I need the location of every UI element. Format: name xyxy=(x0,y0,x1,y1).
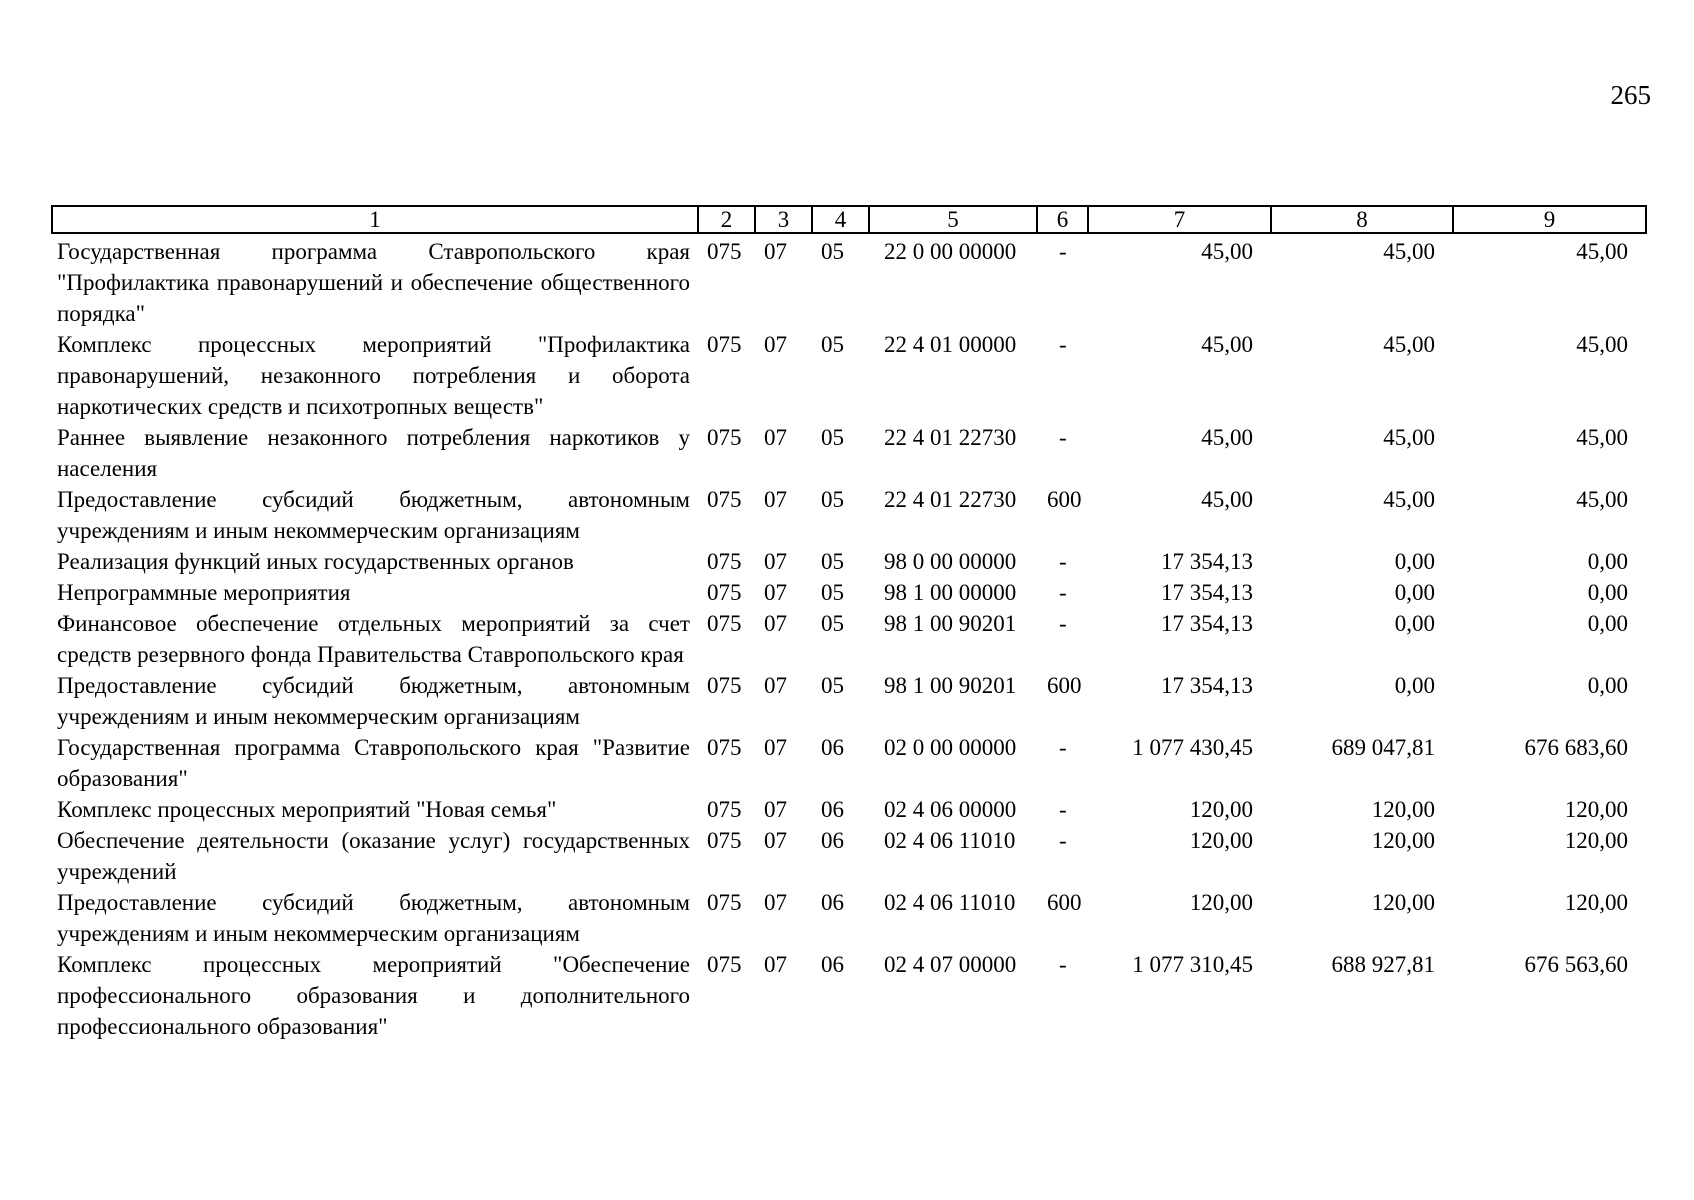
cell-section: 07 xyxy=(764,580,787,605)
cell-subsection: 05 xyxy=(821,549,844,574)
cell-expense-type: 600 xyxy=(1047,673,1082,698)
column-header: 3 xyxy=(755,206,812,233)
cell-name: Непрограммные мероприятия xyxy=(57,580,351,605)
cell-target-article: 02 4 06 11010 xyxy=(884,828,1016,853)
cell-admin-code: 075 xyxy=(707,828,742,853)
table-row xyxy=(52,484,1646,546)
cell-amount-7: 17 354,13 xyxy=(1161,549,1253,574)
cell-subsection: 06 xyxy=(821,952,844,977)
cell-amount-9: 0,00 xyxy=(1587,673,1628,698)
cell-section: 07 xyxy=(764,952,787,977)
cell-name: Предоставление субсидий бюджетным, автономным учреждениям и иным некоммерческим организациям xyxy=(57,487,690,543)
cell-amount-8: 120,00 xyxy=(1371,890,1435,915)
cell-target-article: 22 4 01 22730 xyxy=(884,487,1017,512)
table-header-row xyxy=(52,206,1646,233)
cell-section: 07 xyxy=(764,890,787,915)
page-number: 265 xyxy=(1610,80,1651,110)
cell-admin-code: 075 xyxy=(707,332,742,357)
cell-section: 07 xyxy=(764,611,787,636)
cell-amount-7: 45,00 xyxy=(1201,425,1253,450)
cell-subsection: 05 xyxy=(821,580,844,605)
cell-amount-9: 0,00 xyxy=(1587,611,1628,636)
cell-expense-type: - xyxy=(1059,580,1067,605)
cell-amount-9: 120,00 xyxy=(1564,797,1628,822)
cell-name: Реализация функций иных государственных органов xyxy=(57,549,574,574)
cell-subsection: 05 xyxy=(821,611,844,636)
cell-section: 07 xyxy=(764,673,787,698)
cell-amount-7: 1 077 310,45 xyxy=(1132,952,1253,977)
cell-expense-type: - xyxy=(1059,549,1067,574)
cell-admin-code: 075 xyxy=(707,952,742,977)
cell-amount-9: 0,00 xyxy=(1587,580,1628,605)
cell-amount-7: 17 354,13 xyxy=(1161,611,1253,636)
cell-admin-code: 075 xyxy=(707,797,742,822)
cell-amount-8: 0,00 xyxy=(1394,611,1435,636)
cell-amount-8: 0,00 xyxy=(1394,549,1435,574)
cell-amount-8: 120,00 xyxy=(1371,797,1435,822)
cell-admin-code: 075 xyxy=(707,611,742,636)
cell-amount-8: 45,00 xyxy=(1383,332,1435,357)
cell-amount-8: 45,00 xyxy=(1383,239,1435,264)
cell-section: 07 xyxy=(764,487,787,512)
cell-subsection: 05 xyxy=(821,673,844,698)
cell-amount-7: 45,00 xyxy=(1201,239,1253,264)
cell-amount-7: 45,00 xyxy=(1201,332,1253,357)
cell-section: 07 xyxy=(764,828,787,853)
cell-admin-code: 075 xyxy=(707,580,742,605)
cell-subsection: 06 xyxy=(821,797,844,822)
cell-name: Комплекс процессных мероприятий "Новая семья" xyxy=(57,797,557,822)
cell-name: Раннее выявление незаконного потребления наркотиков у населения xyxy=(57,425,690,481)
table-row xyxy=(52,670,1646,732)
cell-amount-8: 688 927,81 xyxy=(1331,952,1435,977)
cell-amount-7: 17 354,13 xyxy=(1161,580,1253,605)
column-header: 5 xyxy=(869,206,1037,233)
cell-amount-9: 45,00 xyxy=(1576,332,1628,357)
cell-subsection: 05 xyxy=(821,487,844,512)
table-row xyxy=(52,887,1646,949)
cell-section: 07 xyxy=(764,549,787,574)
column-header: 7 xyxy=(1088,206,1271,233)
cell-amount-9: 676 563,60 xyxy=(1524,952,1628,977)
cell-admin-code: 075 xyxy=(707,425,742,450)
cell-expense-type: - xyxy=(1059,239,1067,264)
table-row xyxy=(52,577,1646,608)
cell-amount-9: 120,00 xyxy=(1564,828,1628,853)
cell-section: 07 xyxy=(764,797,787,822)
column-header: 6 xyxy=(1037,206,1088,233)
cell-amount-8: 0,00 xyxy=(1394,580,1435,605)
cell-subsection: 05 xyxy=(821,425,844,450)
cell-name: Предоставление субсидий бюджетным, автономным учреждениям и иным некоммерческим организациям xyxy=(57,673,690,729)
cell-amount-7: 17 354,13 xyxy=(1161,673,1253,698)
cell-admin-code: 075 xyxy=(707,549,742,574)
column-header: 9 xyxy=(1453,206,1646,233)
cell-amount-7: 120,00 xyxy=(1189,797,1253,822)
cell-admin-code: 075 xyxy=(707,673,742,698)
cell-admin-code: 075 xyxy=(707,735,742,760)
table-row xyxy=(52,546,1646,577)
column-header: 2 xyxy=(698,206,755,233)
cell-expense-type: 600 xyxy=(1047,890,1082,915)
cell-expense-type: - xyxy=(1059,797,1067,822)
cell-name: Финансовое обеспечение отдельных мероприятий за счет средств резервного фонда Правительства Ставропольского края xyxy=(57,611,690,667)
cell-amount-7: 120,00 xyxy=(1189,828,1253,853)
cell-subsection: 06 xyxy=(821,890,844,915)
cell-name: Обеспечение деятельности (оказание услуг) государственных учреждений xyxy=(57,828,690,884)
cell-amount-9: 45,00 xyxy=(1576,239,1628,264)
cell-amount-9: 45,00 xyxy=(1576,425,1628,450)
cell-target-article: 98 1 00 90201 xyxy=(884,673,1017,698)
cell-name: Государственная программа Ставропольского края "Развитие образования" xyxy=(57,735,690,791)
table-row xyxy=(52,329,1646,422)
cell-amount-8: 689 047,81 xyxy=(1331,735,1435,760)
cell-expense-type: - xyxy=(1059,828,1067,853)
cell-name: Комплекс процессных мероприятий "Обеспечение профессионального образования и дополнительного профессионального образования" xyxy=(57,952,690,1039)
cell-target-article: 02 0 00 00000 xyxy=(884,735,1017,760)
cell-amount-9: 120,00 xyxy=(1564,890,1628,915)
cell-subsection: 05 xyxy=(821,239,844,264)
cell-target-article: 22 4 01 00000 xyxy=(884,332,1017,357)
cell-target-article: 98 1 00 90201 xyxy=(884,611,1017,636)
cell-admin-code: 075 xyxy=(707,890,742,915)
cell-amount-8: 120,00 xyxy=(1371,828,1435,853)
cell-target-article: 02 4 07 00000 xyxy=(884,952,1017,977)
budget-table xyxy=(51,205,1647,1042)
cell-target-article: 22 4 01 22730 xyxy=(884,425,1017,450)
table-row xyxy=(52,732,1646,794)
cell-expense-type: - xyxy=(1059,611,1067,636)
cell-expense-type: - xyxy=(1059,332,1067,357)
cell-name: Государственная программа Ставропольского края "Профилактика правонарушений и обеспечение общественного порядка" xyxy=(57,239,690,326)
cell-section: 07 xyxy=(764,332,787,357)
table-body xyxy=(52,233,1646,1042)
table-row xyxy=(52,422,1646,484)
cell-expense-type: - xyxy=(1059,425,1067,450)
cell-amount-9: 45,00 xyxy=(1576,487,1628,512)
cell-target-article: 02 4 06 11010 xyxy=(884,890,1016,915)
table-row xyxy=(52,825,1646,887)
table-row xyxy=(52,233,1646,329)
column-header: 4 xyxy=(812,206,869,233)
cell-amount-7: 45,00 xyxy=(1201,487,1253,512)
table-row xyxy=(52,949,1646,1042)
cell-target-article: 22 0 00 00000 xyxy=(884,239,1017,264)
cell-amount-9: 676 683,60 xyxy=(1524,735,1628,760)
cell-amount-9: 0,00 xyxy=(1587,549,1628,574)
cell-admin-code: 075 xyxy=(707,487,742,512)
cell-target-article: 98 1 00 00000 xyxy=(884,580,1017,605)
cell-target-article: 98 0 00 00000 xyxy=(884,549,1017,574)
cell-expense-type: - xyxy=(1059,735,1067,760)
cell-amount-7: 120,00 xyxy=(1189,890,1253,915)
cell-name: Комплекс процессных мероприятий "Профилактика правонарушений, незаконного потребления и оборота наркотических средств и психотропных веществ" xyxy=(57,332,690,419)
cell-section: 07 xyxy=(764,239,787,264)
cell-section: 07 xyxy=(764,425,787,450)
table-row xyxy=(52,794,1646,825)
cell-amount-8: 0,00 xyxy=(1394,673,1435,698)
cell-name: Предоставление субсидий бюджетным, автономным учреждениям и иным некоммерческим организациям xyxy=(57,890,690,946)
cell-subsection: 06 xyxy=(821,735,844,760)
cell-subsection: 06 xyxy=(821,828,844,853)
cell-amount-7: 1 077 430,45 xyxy=(1132,735,1253,760)
table-row xyxy=(52,608,1646,670)
column-header: 1 xyxy=(52,206,698,233)
cell-admin-code: 075 xyxy=(707,239,742,264)
cell-section: 07 xyxy=(764,735,787,760)
column-header: 8 xyxy=(1271,206,1453,233)
cell-amount-8: 45,00 xyxy=(1383,487,1435,512)
cell-expense-type: 600 xyxy=(1047,487,1082,512)
cell-expense-type: - xyxy=(1059,952,1067,977)
cell-target-article: 02 4 06 00000 xyxy=(884,797,1017,822)
cell-subsection: 05 xyxy=(821,332,844,357)
cell-amount-8: 45,00 xyxy=(1383,425,1435,450)
